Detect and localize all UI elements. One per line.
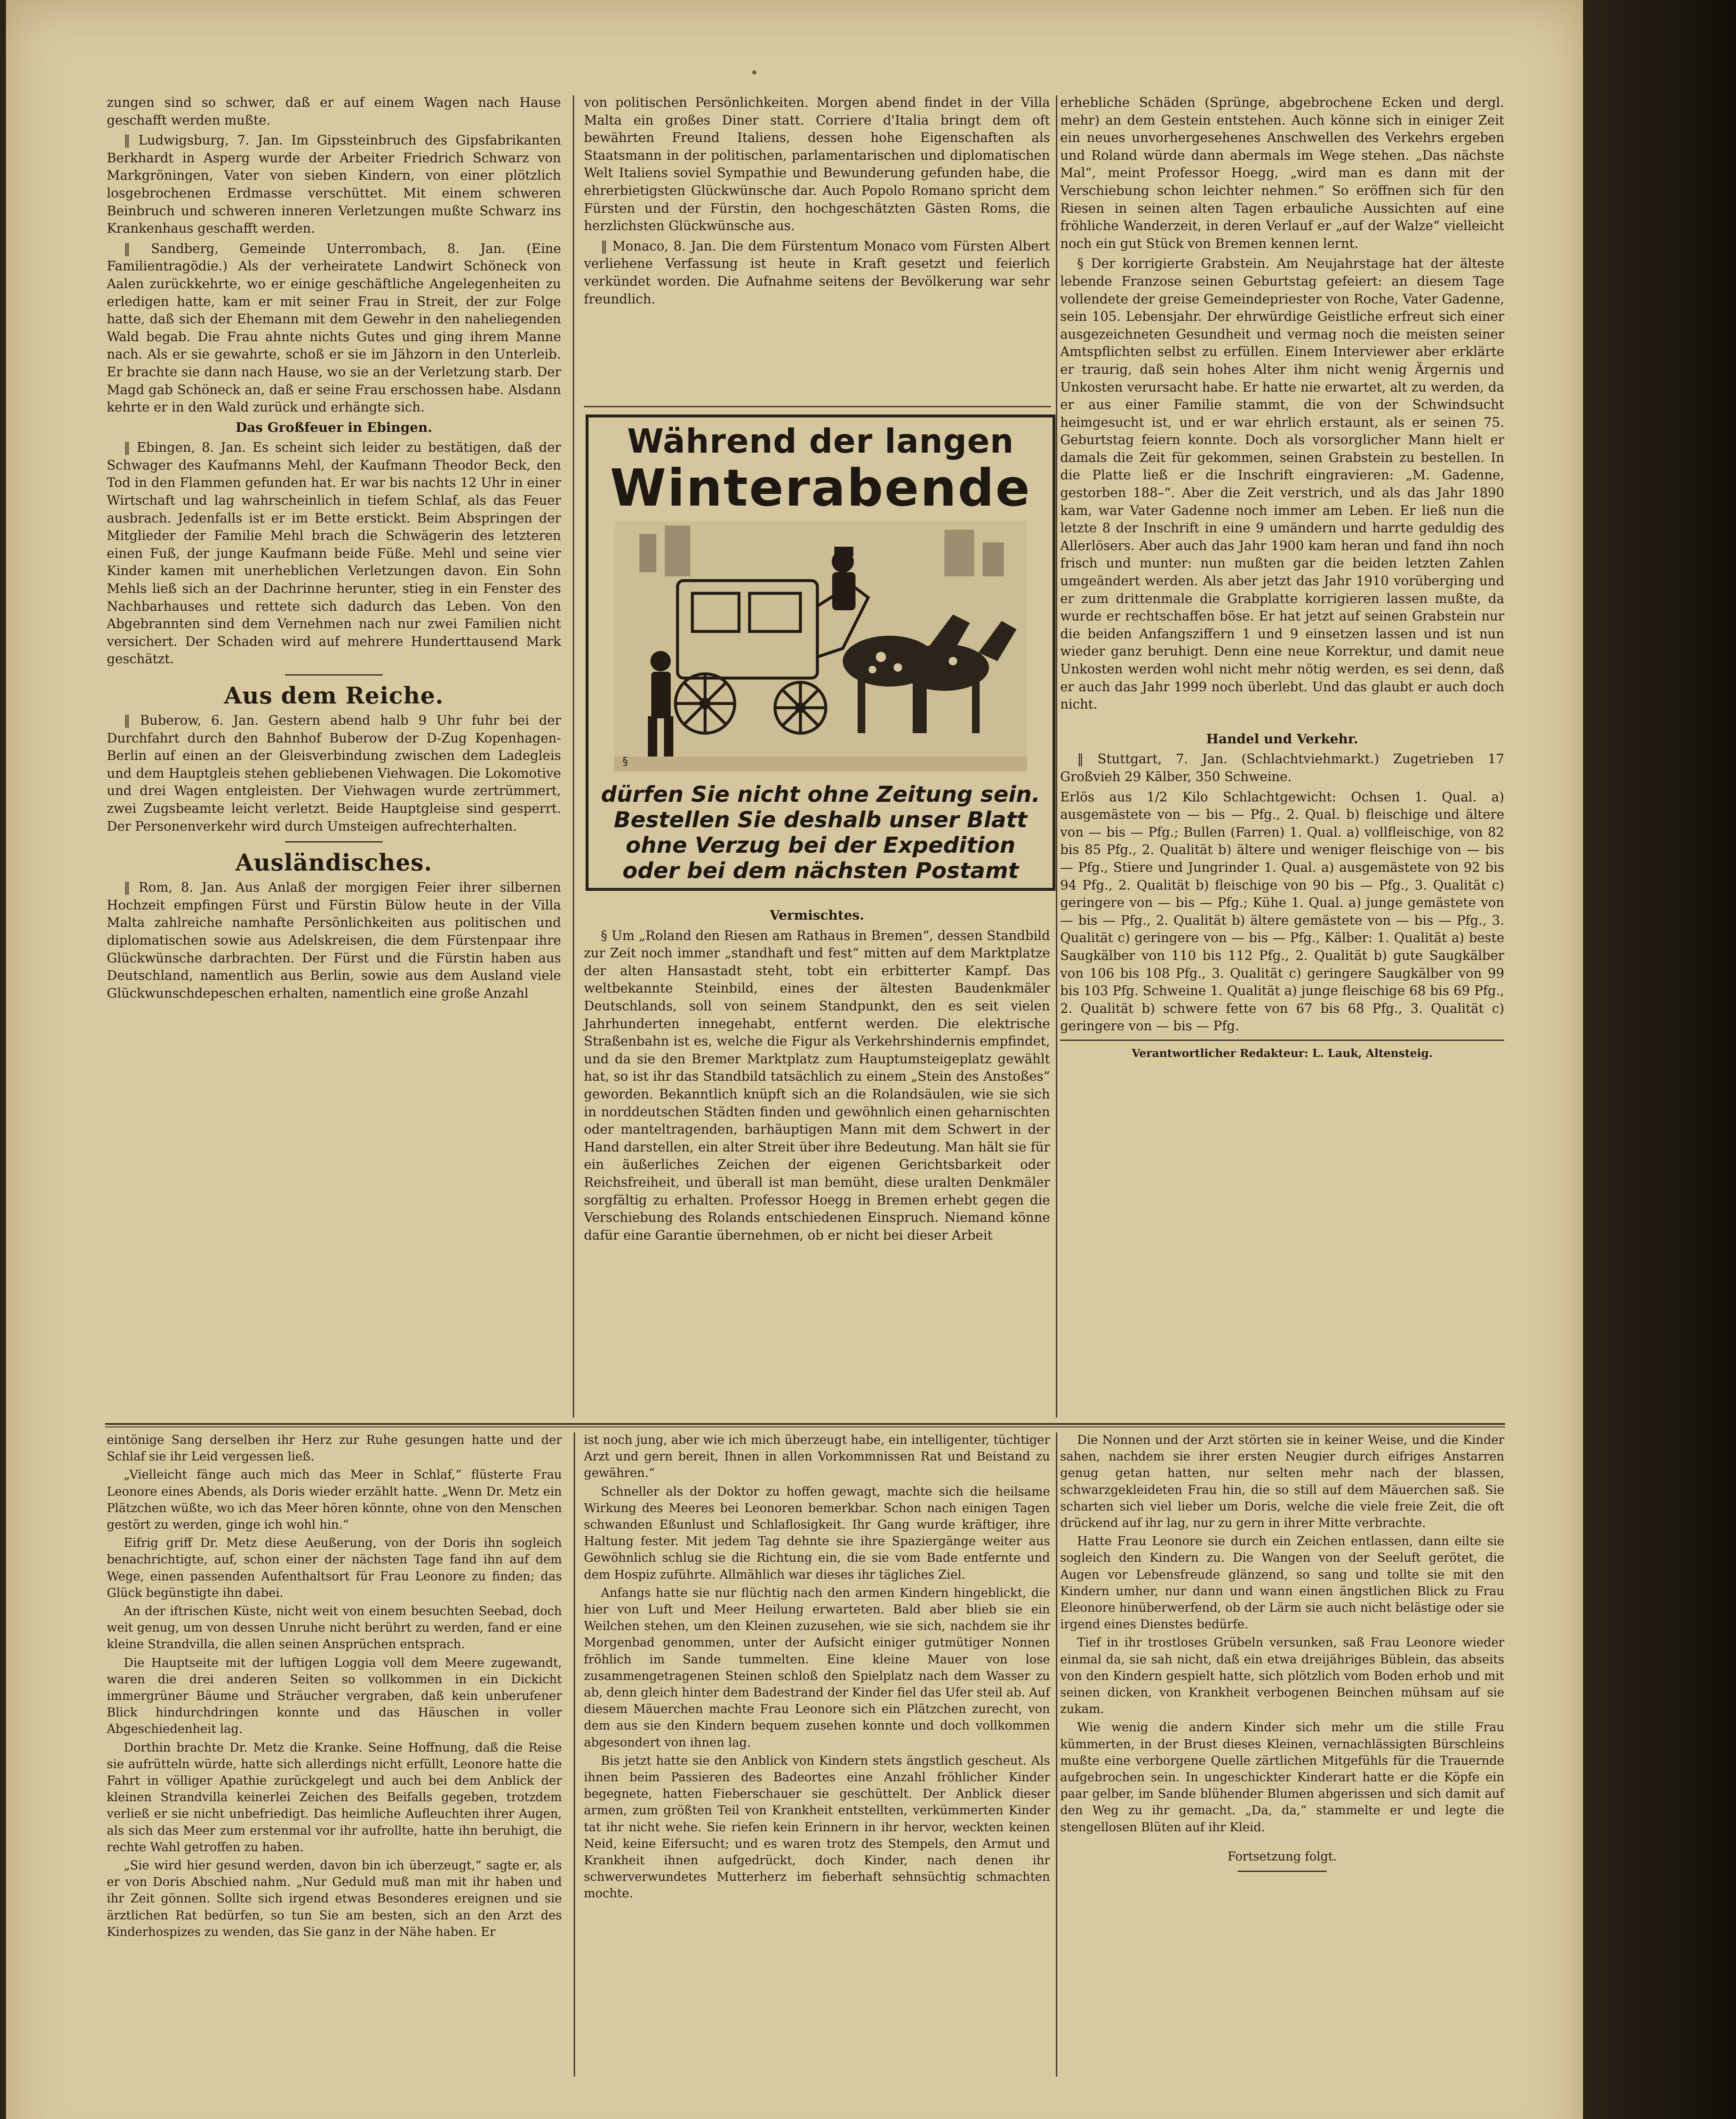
ad-body-line: dürfen Sie nicht ohne Zeitung sein.: [601, 782, 1040, 807]
story-paragraph: „Vielleicht fänge auch mich das Meer in Schlaf,“ flüsterte Frau Leonore eines Abends, als Doris wieder erzählt hatte. „Wenn Dr. Metz ein Plätzchen wüßte, wo ich das Meer hören könnte, ohne von den Menschen gestört zu werden, ginge ich wohl hin.“: [107, 1468, 562, 1532]
news-item-grabstein: § Der korrigierte Grabstein. Am Neujahrstage hat der älteste lebende Franzose seinen Geburtstag gefeiert: an diesem Tage vollendete der greise Gemeindepriester von Roche, Vater Gadenne, sein 105. Lebensjahr. Der ehrwürdige Geistliche erfreut sich einer ausgezeichneten Gesundheit und vermag noch die meisten seiner Amtspflichten selbst zu erfüllen. Einem Interviewer aber erklärte er traurig, daß sein hohes Alter ihm nicht wenig Ärgernis und Unkosten verursacht habe. Er hatte nie erwartet, alt zu werden, da er aus einer Familie stammt, die von der Schwindsucht heimgesucht ist, und er war ehrlich erstaunt, als er seinen 75. Geburtstag feiern konnte. Doch als vorsorglicher Mann hielt er damals die Zeit für gekommen, seinen Grabstein zu bestellen. In die Platte ließ er die Inschrift eingravieren: „M. Gadenne, gestorben 188–“. Aber die Zeit verstrich, und als das Jahr 1890 kam, war Vater Gadenne noch immer am Leben. Er ließ nun die letzte 8 der Inschrift in eine 9 umändern und harrte geduldig des Allerlösers. Aber auch das Jahr 1900 kam heran und fand ihn noch frisch und munter: nun mußten gar die beiden letzten Zahlen umgeändert werden. Als aber jetzt das Jahr 1910 vorüberging und er zum drittenmale die Grabplatte korrigieren lassen mußte, da wurde er rechtschaffen böse. Er hat jetzt auf seinen Grabstein nur die beiden Anfangsziffern 1 und 9 einsetzen lassen und ist nun wieder ganz beruhigt. Denn eine neue Korrektur, und damit neue Unkosten werden wohl nicht mehr nötig werden, es sei denn, daß er auch das Jahr 1999 noch überlebt. Und das glaubt er auch doch nicht.: [1060, 256, 1504, 712]
news-item-roland: § Um „Roland den Riesen am Rathaus in Bremen“, dessen Standbild zur Zeit noch immer „standhaft und fest“ mitten auf dem Marktplatze der alten Hansastadt steht, tobt ein erbitterter Kampf. Das weltbekannte Steinbild, eines der ältesten Baudenkmäler Deutschlands, soll von seinem Standpunkt, den es seit vielen Jahrhunderten innegehabt, entfernt werden. Die elektrische Straßenbahn ist es, welche die Figur als Verkehrshindernis empfindet, und da sie den Bremer Marktplatz zum Hauptumsteigeplatz gewählt hat, so ist ihr das Standbild tatsächlich zu einem „Stein des Anstoßes“ geworden. Bekanntlich knüpft sich an die Rolandsäulen, wie sie sich in norddeutschen Städten finden und gewöhnlich einen geharnischten oder manteltragenden, barhäuptigen Mann mit dem Schwert in der Hand darstellen, ein alter Streit über ihre Bedeutung. Man hält sie für ein äußerliches Zeichen der eigenen Gerichtsbarkeit oder Reichsfreiheit, und überall ist man bemüht, diese uralten Denkmäler sorgfältig zu erhalten. Professor Hoegg in Bremen erhebt gegen die Verschiebung des Rolands entschiedenen Einspruch. Niemand könne dafür eine Garantie übernehmen, ob er nicht bei dieser Arbeit: [584, 928, 1050, 1243]
market-prices: Erlös aus 1/2 Kilo Schlachtgewicht: Ochsen 1. Qual. a) ausgemästete von — bis — Pfg., 2. Qual. b) fleischige und ältere von — bis — Pfg.; Bullen (Farren) 1. Qual. a) vollfleischige, von 82 bis 85 Pfg., 2. Qualität b) ältere und weniger fleischige von — bis — Pfg., Stiere und Jungrinder 1. Qual. a) ausgemästete von 92 bis 94 Pfg., 2. Qualität b) fleischige von 90 bis — Pfg., 3. Qualität c) geringere von — bis — Pfg.; Kühe 1. Qual. a) junge gemästete von — bis — Pfg., 2. Qualität b) ältere gemästete von — bis — Pfg., 3. Qualität c) geringere von — bis — Pfg., Kälber: 1. Qualität a) beste Saugkälber von 110 bis 112 Pfg., 2. Qualität b) gute Saugkälber von 106 bis 108 Pfg., 3. Qualität c) geringere Saugkälber von 99 bis 103 Pfg. Schweine 1. Qualität a) junge fleischige 68 bis 69 Pfg., 2. Qualität b) schwere fette von 67 bis 68 Pfg., 3. Qualität c) geringere von — bis — Pfg.: [1060, 790, 1504, 1034]
news-item-stuttgart: ‖ Stuttgart, 7. Jan. (Schlachtviehmarkt.) Zugetrieben 17 Großvieh 29 Kälber, 350 Schweine.: [1060, 752, 1504, 784]
newspaper-page: [6, 0, 1583, 2119]
news-item-ludwigsburg: ‖ Ludwigsburg, 7. Jan. Im Gipssteinbruch des Gipsfabrikanten Berkhardt in Asperg wurde der Arbeiter Friedrich Schwarz von Markgröningen, Vater von sieben Kindern, von einer plötzlich losgebrochenen Erdmasse verschüttet. Mit einem schweren Beinbruch und schweren inneren Verletzungen mußte Schwarz ins Krankenhaus geschafft werden.: [107, 133, 561, 236]
story-paragraph: Bis jetzt hatte sie den Anblick von Kindern stets ängstlich gescheut. Als ihnen beim Passieren des Badeortes eine Anzahl fröhlicher Kinder begegnete, hatten Fieberschauer sie geschüttelt. Der Anblick dieser armen, zum größten Teil von Krankheit entstellten, verkümmerten Kinder tat ihr nicht wehe. Sie riefen kein Erinnern in ihr hervor, weckten keinen Neid, keine Eifersucht; und es waren trotz des Stempels, den Armut und Krankheit ihnen aufgedrückt, doch Kinder, nach denen ihr schwerverwundetes Mutterherz im fieberhaft sehnsüchtig schmachten mochte.: [584, 1753, 1050, 1901]
stagecoach-illustration: [614, 521, 1027, 771]
ad-body-line: Bestellen Sie deshalb unser Blatt: [614, 807, 1028, 833]
news-item-monaco: ‖ Monaco, 8. Jan. Die dem Fürstentum Monaco vom Fürsten Albert verliehene Verfassung ist heute in Kraft gesetzt und feierlich verkündet worden. Die Aufnahme seitens der Bevölkerung war sehr freundlich.: [584, 239, 1050, 307]
news-item-buberow: ‖ Buberow, 6. Jan. Gestern abend halb 9 Uhr fuhr bei der Durchfahrt durch den Bahnhof Buberow der D-Zug Kopenhagen-Berlin auf einen an der Gleisverbindung zwischen dem Ladegleis und dem Hauptgleis stehen gebliebenen Viehwagen. Die Lokomotive und drei Wagen entgleisten. Der Viehwagen wurde zertrümmert, zwei Zugsbeamte leicht verletzt. Beide Hauptgleise sind gesperrt. Der Personenverkehr wird durch Umsteigen aufrechterhalten.: [107, 713, 561, 834]
ad-top-rule: [584, 406, 1051, 407]
column-rule: [1056, 1432, 1057, 2077]
story-paragraph: Die Hauptseite mit der luftigen Loggia voll dem Meere zugewandt, waren die drei anderen Seiten so vollkommen in ein Dickicht immergrüner Bäume und Sträucher vergraben, daß kein unberufener Blick hindurchdringen konnte und das Häuschen in voller Abgeschiedenheit lag.: [107, 1655, 562, 1736]
feuilleton-column-1: [107, 1432, 562, 2080]
news-column-1: [107, 94, 561, 1421]
news-paragraph: zungen sind so schwer, daß er auf einem Wagen nach Hause geschafft werden mußte.: [107, 95, 561, 128]
end-rule: [1238, 1871, 1327, 1872]
story-paragraph: Eifrig griff Dr. Metz diese Aeußerung, von der Doris ihn sogleich benachrichtigte, auf, schon einer der nächsten Tage fand ihn auf dem Wege, einen passenden Aufenthaltsort für Frau Leonore zu finden; das Glück begünstigte ihn dabei.: [107, 1536, 562, 1600]
story-paragraph: eintönige Sang derselben ihr Herz zur Ruhe gesungen hatte und der Schlaf sie ihr Leid vergessen ließ.: [107, 1433, 562, 1464]
news-paragraph: von politischen Persönlichkeiten. Morgen abend findet in der Villa Malta ein großes Diner statt. Corriere d'Italia bringt dem oft bewährten Freund Italiens, dessen hohe Eigenschaften als Staatsmann in der politischen, parlamentarischen und diplomatischen Welt Italiens soviel Sympathie und Bewunderung gefunden habe, die ehrerbietigsten Glückwünsche dar. Auch Popolo Romano spricht dem Fürsten und der Fürstin, den hochgeschätzten Gästen Roms, die herzlichsten Glückwünsche aus.: [584, 95, 1050, 234]
section-head-reiche: Aus dem Reiche.: [224, 682, 444, 709]
editor-rule: [1060, 1040, 1504, 1041]
story-paragraph: ist noch jung, aber wie ich mich überzeugt habe, ein intelligenter, tüchtiger Arzt und gern bereit, Ihnen in allen Vorkommnissen Rat und Beistand zu gewähren.“: [584, 1433, 1050, 1480]
section-head-auslaendisches: Ausländisches.: [235, 849, 433, 876]
section-divider: [285, 674, 383, 676]
story-paragraph: Wie wenig die andern Kinder sich mehr um die stille Frau kümmerten, in der Brust dieses Kleinen, vernachlässigten Bürschleins mußte eine verborgene Quelle zärtlichen Mitgefühls für die Trauernde aufgebrochen sein. In ungeschickter Kinderart hatte er die Köpfe ein paar gelber, im Sande blühender Blumen abgerissen und sich damit auf den Weg zu ihr gemacht. „Da, da,“ stammelte er und legte die stengellosen Blüten auf ihr Kleid.: [1060, 1720, 1504, 1834]
news-column-2: [584, 94, 1050, 408]
section-divider: [285, 841, 383, 843]
news-column-3: [1060, 94, 1504, 1421]
section-head-handel: Handel und Verkehr.: [1206, 731, 1358, 747]
story-paragraph: An der iftrischen Küste, nicht weit von einem besuchten Seebad, doch weit genug, um von dessen Unruhe nicht berührt zu werden, fand er eine kleine Strandvilla, die allen seinen Ansprüchen entsprach.: [107, 1604, 562, 1652]
ad-body-line: ohne Verzug bei der Expedition: [625, 833, 1016, 858]
section-head-vermischtes: Vermischtes.: [769, 908, 864, 923]
story-paragraph: Anfangs hatte sie nur flüchtig nach den armen Kindern hingeblickt, die hier von Luft und Meer Heilung erwarteten. Bald aber blieb sie ein Weilchen stehen, um den Kleinen zuzusehen, wie sie sich, nachdem sie ihr Morgenbad genommen, unter der Aufsicht einiger gutmütiger Nonnen fröhlich im Sande tummelten. Eine kleine Mauer von lose zusammengetragenen Steinen schloß den Spielplatz nach dem Wasser zu ab, denn gleich hinter dem Badestrand der Kinder fiel das Ufer steil ab. Auf diesem Mäuerchen machte Frau Leonore sich ein Plätzchen zurecht, von dem aus sie den Kindern bequem zusehen konnte und doch vollkommen abgesondert von ihnen lag.: [584, 1585, 1050, 1749]
story-paragraph: Hatte Frau Leonore sie durch ein Zeichen entlassen, dann eilte sie sogleich den Kindern zu. Die Wangen von der Seeluft gerötet, die Augen vor Lebensfreude glänzend, so sang und tollte sie mit den Kindern umher, nur dann und wann einen ängstlichen Blick zu Frau Eleonore hinüberwerfend, ob der Lärm sie auch nicht belästige oder sie irgend eines Dienstes bedürfe.: [1060, 1534, 1504, 1632]
news-column-2-lower: [584, 907, 1050, 1420]
ad-body-line: oder bei dem nächsten Postamt: [622, 858, 1019, 884]
feuilleton-column-3: [1060, 1432, 1504, 2080]
headline-grossfeuer: Das Großfeuer in Ebingen.: [235, 420, 433, 435]
svg-text:§: §: [622, 755, 628, 768]
column-rule: [1056, 95, 1057, 1418]
story-paragraph: „Sie wird hier gesund werden, davon bin ich überzeugt,“ sagte er, als er von Doris Abschied nahm. „Nur Geduld muß man mit ihr haben und ihr Zeit gönnen. Sollte sich irgend etwas Besonderes ereignen und sie ärztlichen Rat bedürfen, so tun Sie am besten, sich an den Arzt des Kinderhospizes zu wenden, das Sie ganz in der Nähe haben. Er: [107, 1858, 562, 1939]
news-paragraph: erhebliche Schäden (Sprünge, abgebrochene Ecken und dergl. mehr) an dem Gestein entstehen. Auch könne sich in einiger Zeit ein neues unvorhergesehenes Anschwellen des Verkehrs ergeben und Roland würde dann abermals im Wege stehen. „Das nächste Mal“, meint Professor Hoegg, „wird man es dann mit der Verschiebung schon leichter nehmen.“ So eröffnen sich für den Riesen in seinen alten Tagen erbauliche Aussichten auf eine fröhliche Wanderzeit, in deren Verlauf er „auf der Walze“ vielleicht noch ein gut Stück von Bremen kennen lernt.: [1060, 95, 1504, 251]
feuilleton-top-rule: [105, 1423, 1505, 1425]
subscription-advertisement: [586, 414, 1055, 891]
column-rule: [573, 95, 574, 1418]
news-item-sandberg: ‖ Sandberg, Gemeinde Unterrombach, 8. Jan. (Eine Familientragödie.) Als der verheiratete Landwirt Schöneck von Aalen zurückkehrte, wo er einige geschäftliche Angelegenheiten zu erledigen hatte, kam er mit seiner Frau in Streit, der zur Folge hatte, daß sich der Ehemann mit dem Gewehr in den naheliegenden Wald begab. Die Frau ahnte nichts Gutes und ging ihrem Manne nach. Als er sie gewahrte, schoß er sie im Jähzorn in den Unterleib. Er brachte sie dann nach Hause, wo sie an der Verletzung starb. Der Magd gab Schöneck an, daß er seine Frau erschossen habe. Alsdann kehrte er in den Wald zurück und erhängte sich.: [107, 241, 561, 415]
story-paragraph: Tief in ihr trostloses Grübeln versunken, saß Frau Leonore wieder einmal da, sie sah nicht, daß ein etwa dreijähriges Büblein, das abseits von den Kindern gespielt hatte, sich plötzlich vom Boden erhob und mit seinen dicken, von Krankheit verbogenen Beinchen mühsam auf sie zukam.: [1060, 1635, 1504, 1716]
ad-body-text: [589, 782, 1053, 884]
ad-headline-line-2: Winterabende: [610, 459, 1031, 518]
news-item-rom: ‖ Rom, 8. Jan. Aus Anlaß der morgigen Feier ihrer silbernen Hochzeit empfingen Fürst und Fürstin Bülow heute in der Villa Malta zahlreiche namhafte Persönlichkeiten aus politischen und diplomatischen sowie aus Adelskreisen, die dem Fürstenpaar ihre Glückwünsche darbrachten. Der Fürst und die Fürstin haben aus Deutschland, namentlich aus Berlin, sowie aus dem Ausland viele Glückwunschdepeschen erhalten, namentlich eine große Anzahl: [107, 880, 561, 1001]
responsible-editor: Verantwortlicher Redakteur: L. Lauk, Altensteig.: [1131, 1047, 1433, 1060]
continuation-note: Fortsetzung folgt.: [1227, 1849, 1337, 1863]
story-paragraph: Dorthin brachte Dr. Metz die Kranke. Seine Hoffnung, daß die Reise sie aufrütteln würde, hatte sich allerdings nicht erfüllt, Leonore hatte die Fahrt in völliger Apathie zurückgelegt und auch bei dem Anblick der kleinen Strandvilla keinerlei Zeichen des Beifalls gegeben, trotzdem verließ er sie nicht unbefriedigt. Das heimliche Aufleuchten ihrer Augen, als sich das Meer zum erstenmal vor ihr aufrollte, hatte ihn beruhigt, die rechte Wahl getroffen zu haben.: [107, 1740, 562, 1854]
ad-headline-line-1: Während der langen: [627, 423, 1014, 461]
print-dot: [752, 70, 756, 75]
feuilleton-column-2: [584, 1432, 1050, 2080]
column-rule: [574, 1432, 575, 2077]
news-item-ebingen: ‖ Ebingen, 8. Jan. Es scheint sich leider zu bestätigen, daß der Schwager des Kaufmanns Mehl, der Kaufmann Theodor Beck, den Tod in den Flammen gefunden hat. Er war bis nachts 12 Uhr in einer Wirtschaft und lag wahrscheinlich in tiefem Schlaf, als das Feuer ausbrach. Jedenfalls ist er im Bette erstickt. Beim Abspringen der Mitglieder der Familie Mehl brach die Schwägerin des letzteren einen Fuß, der junge Kaufmann beide Füße. Mehl und seine vier Kinder kamen mit unerheblichen Verletzungen davon. Ein Sohn Mehls ließ sich an der Dachrinne herunter, stieg in ein Fenster des Nachbarhauses und rettete sich dadurch das Leben. Von den Abgebrannten sind dem Vernehmen nach nur zwei Familien nicht versichert. Der Schaden wird auf mehrere Hunderttausend Mark geschätzt.: [107, 440, 561, 667]
dark-background-edge: [1583, 0, 1736, 2119]
story-paragraph: Schneller als der Doktor zu hoffen gewagt, machte sich die heilsame Wirkung des Meeres bei Leonoren bemerkbar. Schon nach einigen Tagen schwanden Eßunlust und Schlaflosigkeit. Ihr Gang wurde kräftiger, ihre Haltung fester. Mit jedem Tag dehnte sie ihre Spaziergänge weiter aus Gewöhnlich schlug sie die Richtung ein, die sie vom Bade entfernte und dem Hospiz zuführte. Allmählich war dieses ihr tägliches Ziel.: [584, 1484, 1050, 1582]
story-paragraph: Die Nonnen und der Arzt störten sie in keiner Weise, und die Kinder sahen, nachdem sie ihrer ersten Neugier durch eifriges Anstarren genug getan hatten, nur selten mehr nach der blassen, schwarzgekleideten Frau hin, die so still auf dem Mäuerchen saß. Sie scharten sich viel lieber um Doris, welche die viele freie Zeit, die oft drückend auf ihr lag, nur zu gern in ihrer Mitte verbrachte.: [1060, 1433, 1504, 1530]
